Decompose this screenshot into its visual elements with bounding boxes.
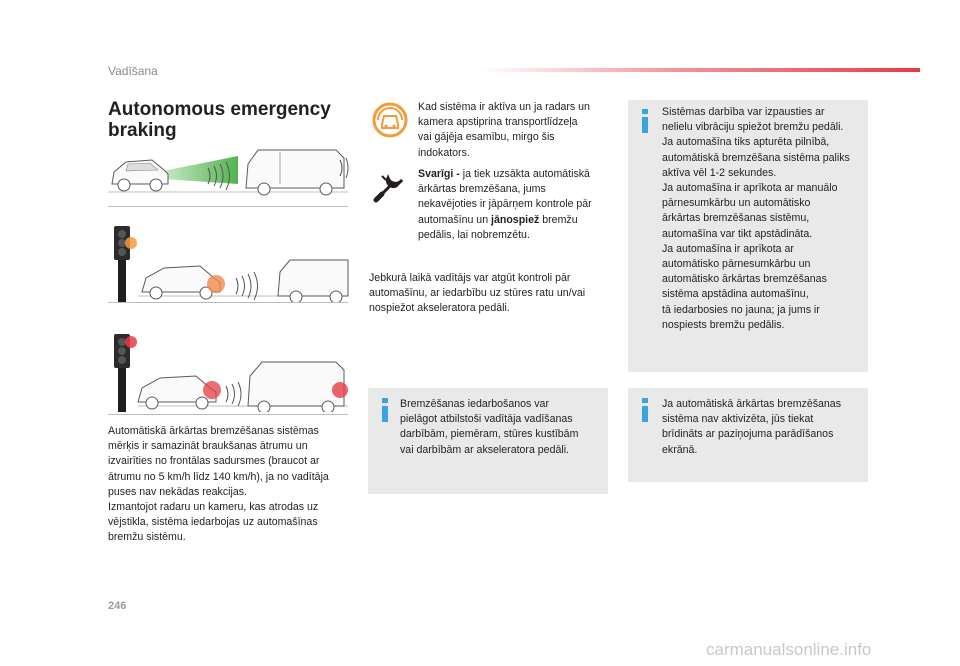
info-icon bbox=[378, 398, 392, 422]
text-line: Izmantojot radaru un kameru, kas atrodas uz bbox=[108, 501, 319, 514]
text-line: ātrumu no 5 km/h līdz 140 km/h), ja no vadītāja bbox=[108, 470, 329, 483]
alert-glow bbox=[207, 275, 225, 293]
divider bbox=[108, 206, 348, 207]
text-line: sistēma nav aktivizēta, jūs tiekat bbox=[662, 413, 814, 426]
important-note bbox=[418, 167, 628, 243]
text-line: nelielu vibrāciju spiežot bremžu pedāli. bbox=[662, 121, 844, 134]
divider bbox=[108, 414, 348, 415]
text-line: mērķis ir samazināt braukšanas ātrumu un bbox=[108, 440, 308, 453]
text-line: ārkārtas bremzēšana, jums bbox=[418, 183, 546, 196]
traffic-light-icon bbox=[114, 334, 137, 412]
sound-waves bbox=[226, 382, 241, 406]
text-line: Ja automašīna ir aprīkota ar bbox=[662, 242, 794, 255]
text-line: nekavējoties ir jāpārņem kontrole pār bbox=[418, 198, 592, 211]
text-line: pedālis, lai nobremzētu. bbox=[418, 228, 530, 241]
van-icon bbox=[248, 362, 348, 412]
info-box-middle bbox=[368, 388, 608, 494]
text-line: ekrānā. bbox=[662, 443, 698, 456]
text-line bbox=[418, 167, 628, 182]
text-line: Jebkurā laikā vadītājs var atgūt kontroli pār bbox=[369, 272, 571, 284]
text-line: Ja automātiskā ārkārtas bremzēšanas bbox=[662, 398, 841, 410]
page-number: 246 bbox=[108, 600, 127, 612]
brake-glow bbox=[332, 382, 348, 398]
text-line: sistēma apstādina automašīnu, bbox=[662, 288, 809, 301]
info-icon bbox=[638, 398, 652, 422]
text-line: automātiskā bremzēšana sistēma paliks bbox=[662, 151, 850, 164]
text-line bbox=[418, 213, 628, 228]
text-line: Sistēmas darbība var izpausties ar bbox=[662, 106, 825, 118]
indicator-description bbox=[418, 100, 623, 161]
text-line: ārkārtas bremzēšanas sistēmu, bbox=[662, 212, 810, 225]
section-header: Vadīšana bbox=[108, 64, 158, 78]
text-span: bremžu bbox=[539, 213, 578, 226]
header-accent-bar bbox=[480, 68, 920, 72]
text-line: kamera apstiprina transportlīdzeļa bbox=[418, 116, 578, 129]
van-icon bbox=[278, 260, 348, 302]
text-line: tā iedarbosies no jauna; ja jums ir bbox=[662, 303, 820, 316]
van-icon bbox=[246, 150, 344, 195]
watermark: carmanualsonline.info bbox=[706, 640, 872, 659]
title-line-2: braking bbox=[108, 120, 177, 141]
text-line: automašīnu, ar iedarbību uz stūres ratu un/vai bbox=[369, 287, 586, 300]
text-line: darbībām, piemēram, stūres kustībām bbox=[400, 428, 579, 441]
traffic-light-icon bbox=[114, 226, 137, 302]
wrench-icon bbox=[372, 170, 406, 204]
text-line: aktīva vēl 1-2 sekundes. bbox=[662, 166, 777, 179]
text-line: Ja automašīna tiks apturēta pilnībā, bbox=[662, 136, 830, 149]
text-line: pārnesumkārbu un automātisko bbox=[662, 197, 811, 210]
text-line: Ja automašīna ir aprīkota ar manuālo bbox=[662, 182, 838, 195]
text-line: izvairīties no frontālas sadursmes (braucot ar bbox=[108, 455, 320, 468]
text-line: automašīna var tikt apstādināta. bbox=[662, 227, 813, 240]
page-title bbox=[108, 99, 331, 141]
text-line: vai darbībām ar akseleratora pedāli. bbox=[400, 443, 570, 456]
illustration-radar-detection bbox=[108, 144, 350, 206]
car-icon bbox=[138, 376, 221, 409]
info-box-right-bottom bbox=[628, 388, 868, 482]
info-box-text bbox=[662, 397, 867, 458]
info-box-text bbox=[662, 105, 867, 333]
illustration-braking bbox=[108, 330, 350, 412]
text-line: Automātiskā ārkārtas bremzēšanas sistēmas bbox=[108, 425, 319, 437]
info-icon bbox=[638, 109, 652, 133]
car-icon bbox=[112, 160, 168, 191]
override-description bbox=[369, 271, 619, 317]
text-line: bremžu sistēmu. bbox=[108, 531, 186, 544]
text-line: vai gājēja esamību, mirgo šis bbox=[418, 131, 555, 144]
system-description bbox=[108, 424, 353, 546]
brake-glow bbox=[203, 381, 221, 399]
text-line: nospiests bremžu pedālis. bbox=[662, 318, 785, 331]
text-line: brīdināts ar paziņojuma parādīšanos bbox=[662, 428, 834, 441]
text-line: pielāgot atbilstoši vadītāja vadīšanas bbox=[400, 413, 573, 426]
important-label: Svarīgi - bbox=[418, 168, 460, 180]
text-line: indokators. bbox=[418, 146, 470, 159]
text-line: puses nav nekādas reakcijas. bbox=[108, 485, 247, 498]
text-line: vējstikla, sistēma iedarbojas uz automašīnas bbox=[108, 516, 318, 529]
text-line: automātisko ārkārtas bremzēšanas bbox=[662, 273, 827, 286]
illustration-warning bbox=[108, 222, 350, 302]
info-box-text bbox=[400, 397, 605, 458]
text-line: Kad sistēma ir aktīva un ja radars un bbox=[418, 101, 590, 113]
text-span: automašīnu un bbox=[418, 213, 492, 226]
title-line-1: Autonomous emergency bbox=[108, 99, 331, 120]
text-span: ja tiek uzsākta automātiskā bbox=[459, 168, 590, 180]
text-line: nospiežot akseleratora pedāli. bbox=[369, 302, 510, 315]
emphasis: jānospiež bbox=[491, 213, 540, 226]
car-icon bbox=[142, 266, 225, 299]
divider bbox=[108, 302, 348, 303]
text-line: Bremzēšanas iedarbošanos var bbox=[400, 398, 549, 410]
text-line: automātisko pārnesumkārbu un bbox=[662, 258, 811, 271]
info-box-right-top bbox=[628, 100, 868, 372]
warning-triangle-icon bbox=[370, 102, 410, 138]
